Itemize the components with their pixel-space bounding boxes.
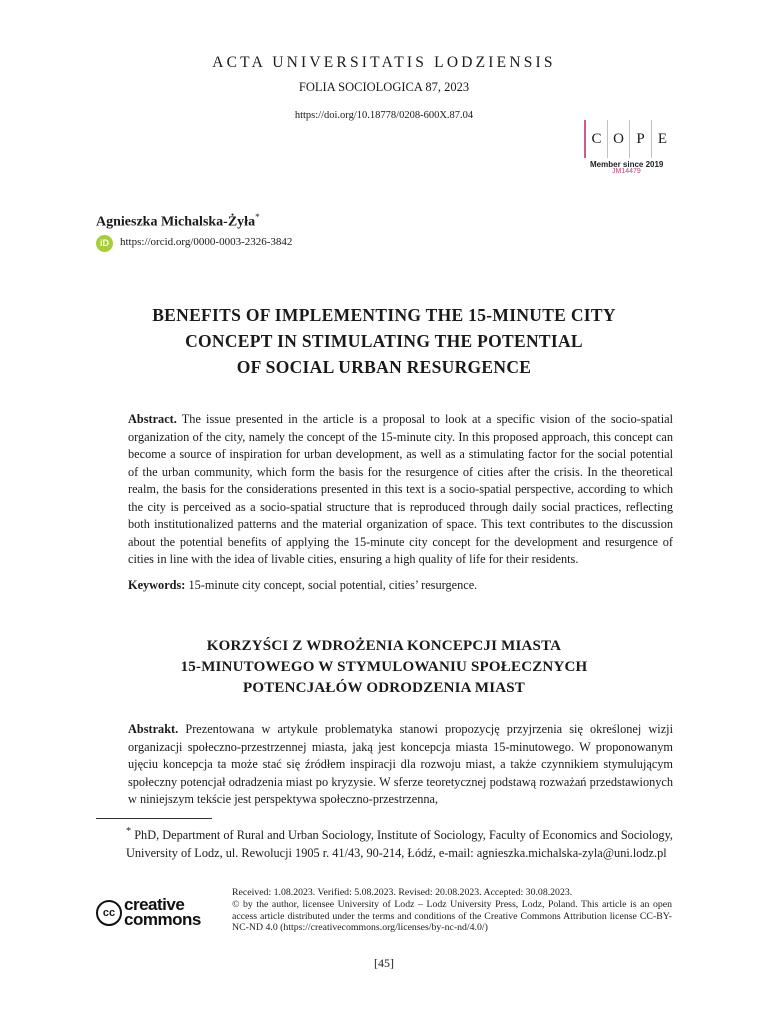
- cope-letter-o: O: [607, 120, 629, 158]
- orcid-link[interactable]: https://orcid.org/0000-0003-2326-3842: [120, 236, 293, 248]
- submission-dates: Received: 1.08.2023. Verified: 5.08.2023. Revised: 20.08.2023. Accepted: 30.08.2023.: [232, 887, 573, 898]
- creative-commons-logo[interactable]: [96, 897, 218, 931]
- abstract-pl-text: Prezentowana w artykule problematyka stanowi propozycję przyjrzenia się określonej wizji organizacji społeczno-przestrzennej miasta, jaką jest koncepcja miasta 15-minutowego. W proponowanym ujęciu koncepcja ta może stać się źródłem inspiracji dla rozwoju miast, a także czynnikiem stymulującym społeczny potencjał odradzenia miast po kryzysie. W sferze teoretycznej podstawą rozważań przedstawionych w niniejszym tekście jest perspektywa społeczno-przestrzenna,: [128, 722, 673, 806]
- article-title-pl: [96, 636, 672, 699]
- cope-member-id: JM14479: [612, 168, 641, 175]
- title-line: CONCEPT IN STIMULATING THE POTENTIAL: [185, 331, 583, 351]
- cc-icon: cc: [96, 900, 122, 926]
- cope-member-since: Member since 2019: [590, 160, 664, 169]
- cope-letter-e: E: [651, 120, 673, 158]
- title-line: OF SOCIAL URBAN RESURGENCE: [236, 357, 532, 377]
- cc-word-commons: commons: [124, 910, 201, 929]
- doi-link[interactable]: https://doi.org/10.18778/0208-600X.87.04: [294, 110, 474, 121]
- keywords-label: Keywords:: [128, 578, 186, 592]
- footnote-divider: [96, 818, 212, 819]
- abstract-pl: [96, 721, 673, 809]
- article-title: [96, 302, 672, 380]
- cc-word-creative: creative: [124, 895, 185, 914]
- journal-series: FOLIA SOCIOLOGICA 87, 2023: [298, 80, 470, 94]
- footnote-text: PhD, Department of Rural and Urban Sociology, Institute of Sociology, Faculty of Economics and Sociology, University of Lodz, ul. Rewolucji 1905 r. 41/43, 90-214, Łódź, e-mail: agnieszka.michalska-zyla@uni.lodz.pl: [126, 828, 673, 860]
- author-name-text: Agnieszka Michalska-Żyła: [96, 214, 256, 230]
- author-footnote-mark: *: [255, 212, 260, 222]
- title-line: BENEFITS OF IMPLEMENTING THE 15-MINUTE CITY: [152, 305, 616, 325]
- license-info: [232, 887, 672, 934]
- title-pl-line: 15-MINUTOWEGO W STYMULOWANIU SPOŁECZNYCH: [180, 659, 588, 675]
- journal-name: ACTA UNIVERSITATIS LODZIENSIS: [212, 54, 556, 71]
- orcid-icon[interactable]: iD: [96, 235, 113, 252]
- author-name: [96, 212, 260, 231]
- cope-letter-p: P: [629, 120, 651, 158]
- title-pl-line: POTENCJAŁÓW ODRODZENIA MIAST: [242, 680, 526, 696]
- abstract-text: The issue presented in the article is a proposal to look at a specific vision of the socio-spatial organization of the city, namely the concept of the 15-minute city. In this proposed approach, this concept can become a source of inspiration for urban development, as well as a stimulating factor for the social potential of the urban community, which form the basis for the resurgence of cities after the crisis. In the theoretical realm, the basis for the considerations presented in this text is a socio-spatial perspective, according to which the city is perceived as a socio-spatial structure that is reproduced through daily social practices, reflecting both institutionalized patterns and the material organization of space. This text contributes to the discussion about the potential benefits of applying the 15-minute city concept for the development and resurgence of cities in line with the idea of livable cities, ensuring a high quality of life for their residents.: [128, 412, 673, 566]
- footnote: [96, 823, 673, 862]
- abstract-label: Abstract.: [128, 412, 177, 426]
- keywords-text: 15-minute city concept, social potential, cities’ resurgence.: [188, 578, 478, 592]
- keywords: [96, 577, 673, 595]
- cope-logo[interactable]: [584, 120, 674, 176]
- title-pl-line: KORZYŚCI Z WDROŻENIA KONCEPCJI MIASTA: [206, 638, 562, 654]
- license-text: © by the author, licensee University of Lodz – Lodz University Press, Lodz, Poland. This article is an open access article distributed under the terms and conditions of the Creative Commons Attribution license CC-BY-NC-ND 4.0 (https://creativecommons.org/licenses/by-nc-nd/4.0/): [232, 898, 672, 934]
- abstract-pl-label: Abstrakt.: [128, 722, 179, 736]
- abstract-en: [96, 411, 673, 569]
- cope-letter-c: C: [584, 120, 607, 158]
- footnote-mark: *: [126, 826, 132, 837]
- cope-letters: [584, 120, 674, 158]
- page-number: [45]: [374, 956, 394, 970]
